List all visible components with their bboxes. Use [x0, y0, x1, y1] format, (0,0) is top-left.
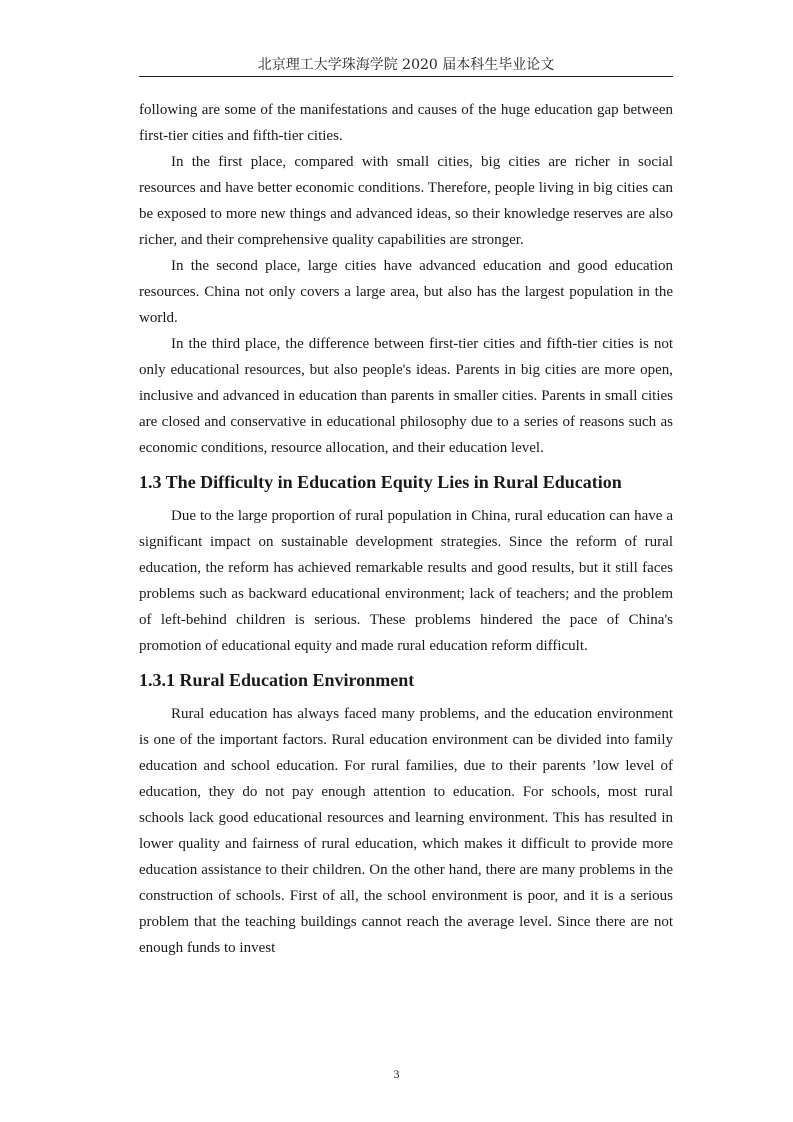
running-header: 北京理工大学珠海学院 2020 届本科生毕业论文 [257, 57, 555, 73]
page-body [139, 97, 673, 961]
subsection-heading: 1.3.1 Rural Education Environment [139, 670, 415, 690]
header-rule [139, 76, 673, 77]
body-paragraph: In the first place, compared with small cities, big cities are richer in social resources and have better economic conditions. Therefore, people living in big cities can be exposed to more new things and advanced ideas, so their knowledge reserves are also richer, and their comprehensive quality capabilities are stronger. [139, 154, 673, 248]
body-paragraph: In the second place, large cities have advanced education and good education resources. China not only covers a large area, but also has the largest population in the world. [139, 258, 673, 326]
body-paragraph: following are some of the manifestations and causes of the huge education gap between first-tier cities and fifth-tier cities. [139, 102, 673, 144]
body-paragraph: In the third place, the difference between first-tier cities and fifth-tier cities is not only educational resources, but also people's ideas. Parents in big cities are more open, inclusive and advanced in education than parents in smaller cities. Parents in small cities are closed and conservative in educational philosophy due to a series of reasons such as economic conditions, resource allocation, and their education level. [139, 336, 673, 456]
body-paragraph: Rural education has always faced many problems, and the education environment is one of the important factors. Rural education environment can be divided into family education and school education. For rural families, due to their parents ’low level of education, they do not pay enough attention to education. For schools, most rural schools lack good educational resources and learning environment. This has resulted in lower quality and fairness of rural education, which makes it difficult to provide more education assistance to their children. On the other hand, there are many problems in the construction of schools. First of all, the school environment is poor, and it is a serious problem that the teaching buildings cannot reach the average level. Since there are not enough funds to invest [139, 706, 673, 956]
page-number: 3 [393, 1067, 400, 1081]
section-heading: 1.3 The Difficulty in Education Equity Lies in Rural Education [139, 472, 622, 492]
body-paragraph: Due to the large proportion of rural population in China, rural education can have a significant impact on sustainable development strategies. Since the reform of rural education, the reform has achieved remarkable results and good results, but it still faces problems such as backward educational environment; lack of teachers; and the problem of left-behind children is serious. These problems hindered the pace of China's promotion of educational equity and made rural education reform difficult. [139, 508, 673, 654]
